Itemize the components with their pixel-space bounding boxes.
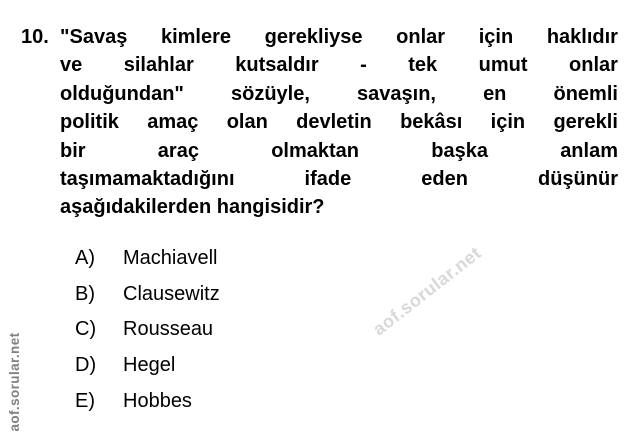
option-letter: A) (75, 247, 95, 269)
question-line (60, 51, 618, 79)
question-word: önemli (553, 82, 618, 105)
option-text: Hegel (123, 354, 176, 377)
question-word: olduğundan" (60, 82, 184, 105)
question-word: devletin (296, 111, 372, 134)
question-word: eden (421, 168, 468, 191)
question-text (60, 23, 618, 222)
question-word: bir (60, 139, 86, 162)
question-word: olmaktan (271, 139, 359, 162)
option-letter: D) (75, 354, 97, 377)
watermark-left: aof.sorular.net (7, 332, 22, 432)
option-text: Clausewitz (123, 282, 220, 305)
question-word: kimlere (160, 26, 232, 48)
options-list (75, 247, 220, 425)
option-row (75, 354, 220, 376)
option-text: Machiavell (123, 247, 218, 269)
question-word: onlar (569, 54, 618, 77)
question-word: anlam (560, 139, 618, 162)
question-word: silahlar (123, 54, 194, 77)
question-word: - (360, 54, 367, 77)
option-row (75, 390, 220, 412)
question-word: haklıdır (546, 26, 618, 48)
question-line (60, 80, 618, 108)
question-word: için (490, 111, 526, 134)
question-word: kutsaldır (235, 54, 319, 77)
question-number: 10. (21, 26, 49, 48)
question-line (60, 137, 618, 165)
question-word: düşünür (537, 168, 618, 191)
watermark-diagonal: aof.sorular.net (369, 242, 485, 340)
question-word: amaç (147, 111, 199, 134)
question-word: için (478, 26, 514, 48)
option-row (75, 318, 220, 340)
question-word: olan (226, 111, 268, 134)
option-letter: C) (75, 318, 97, 341)
option-letter: B) (75, 282, 95, 305)
question-word: politik (60, 111, 119, 134)
option-row (75, 247, 220, 269)
question-line (60, 108, 618, 136)
question-word: onlar (396, 26, 446, 48)
question-word: umut (478, 54, 528, 77)
option-text: Rousseau (123, 318, 214, 341)
option-text: Hobbes (123, 389, 192, 412)
question-word: ifade (304, 168, 352, 191)
question-word: gerekli (553, 111, 618, 134)
option-letter: E) (75, 389, 95, 412)
question-word: bekâsı (400, 111, 463, 134)
question-word: sözüyle, (231, 82, 310, 105)
question-word: "Savaş (60, 26, 128, 48)
question-word: araç (157, 139, 199, 162)
question-line: aşağıdakilerden hangisidir? (60, 196, 325, 219)
question-word: gerekliyse (264, 26, 363, 48)
question-word: taşımamaktadığını (60, 168, 235, 191)
question-word: başka (431, 139, 488, 162)
question-line (60, 23, 618, 51)
question-line (60, 165, 618, 193)
question-word: savaşın, (357, 82, 436, 105)
question-word: tek (408, 54, 438, 77)
option-row (75, 283, 220, 305)
question-word: en (483, 82, 507, 105)
question-word: ve (60, 54, 83, 77)
